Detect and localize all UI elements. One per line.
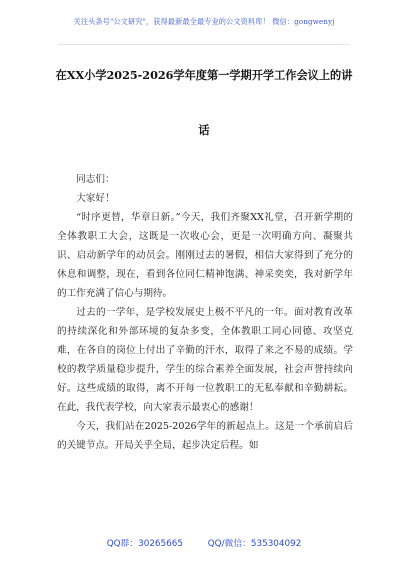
- greeting: 大家好！: [76, 193, 115, 204]
- document-body: [57, 170, 353, 455]
- document-title: 在XX小学2025-2026学年度第一学期开学工作会议上的讲: [55, 68, 353, 82]
- paragraph: 过去的一学年，是学校发展史上极不平凡的一年。面对教育改革的持续深化和外部环境的复杂多变，全体教职工同心同德、攻坚克难，在各自的岗位上付出了辛勤的汗水，取得了来之不易的成绩。学校的教学质量稳步提升，学生的综合素养全面发展，社会声誉持续向好。这些成绩的取得，离不开每一位教职工的无私奉献和辛勤耕耘。在此，我代表学校，向大家表示最衷心的感谢！: [57, 307, 353, 413]
- paragraph: “时序更替，华章日新。”今天，我们齐聚XX礼堂，召开新学期的全体教职工大会，这既是一次收心会，更是一次明确方向、凝聚共识、启动新学年的动员会。刚刚过去的暑假，相信大家得到了充分的休息和调整，现在，看到各位同仁精神饱满、神采奕奕，我对新学年的工作充满了信心与期待。: [57, 212, 353, 299]
- header-banner: 关注头条号"公文研究"，获得最新最全最专业的公文资料库！ 微信：gongwenyj: [73, 17, 335, 26]
- document-title-continuation: 话: [198, 123, 210, 137]
- footer-qq-wechat: QQ/微信：535304092: [207, 539, 302, 549]
- footer-contact: [0, 536, 408, 549]
- header-divider: [58, 44, 350, 45]
- footer-qq-group: QQ群：30265665: [106, 539, 183, 549]
- salutation: 同志们：: [76, 174, 115, 185]
- paragraph: 今天，我们站在2025-2026学年的新起点上。这是一个承前启后的关键节点。开局关乎全局，起步决定后程。如: [57, 421, 353, 451]
